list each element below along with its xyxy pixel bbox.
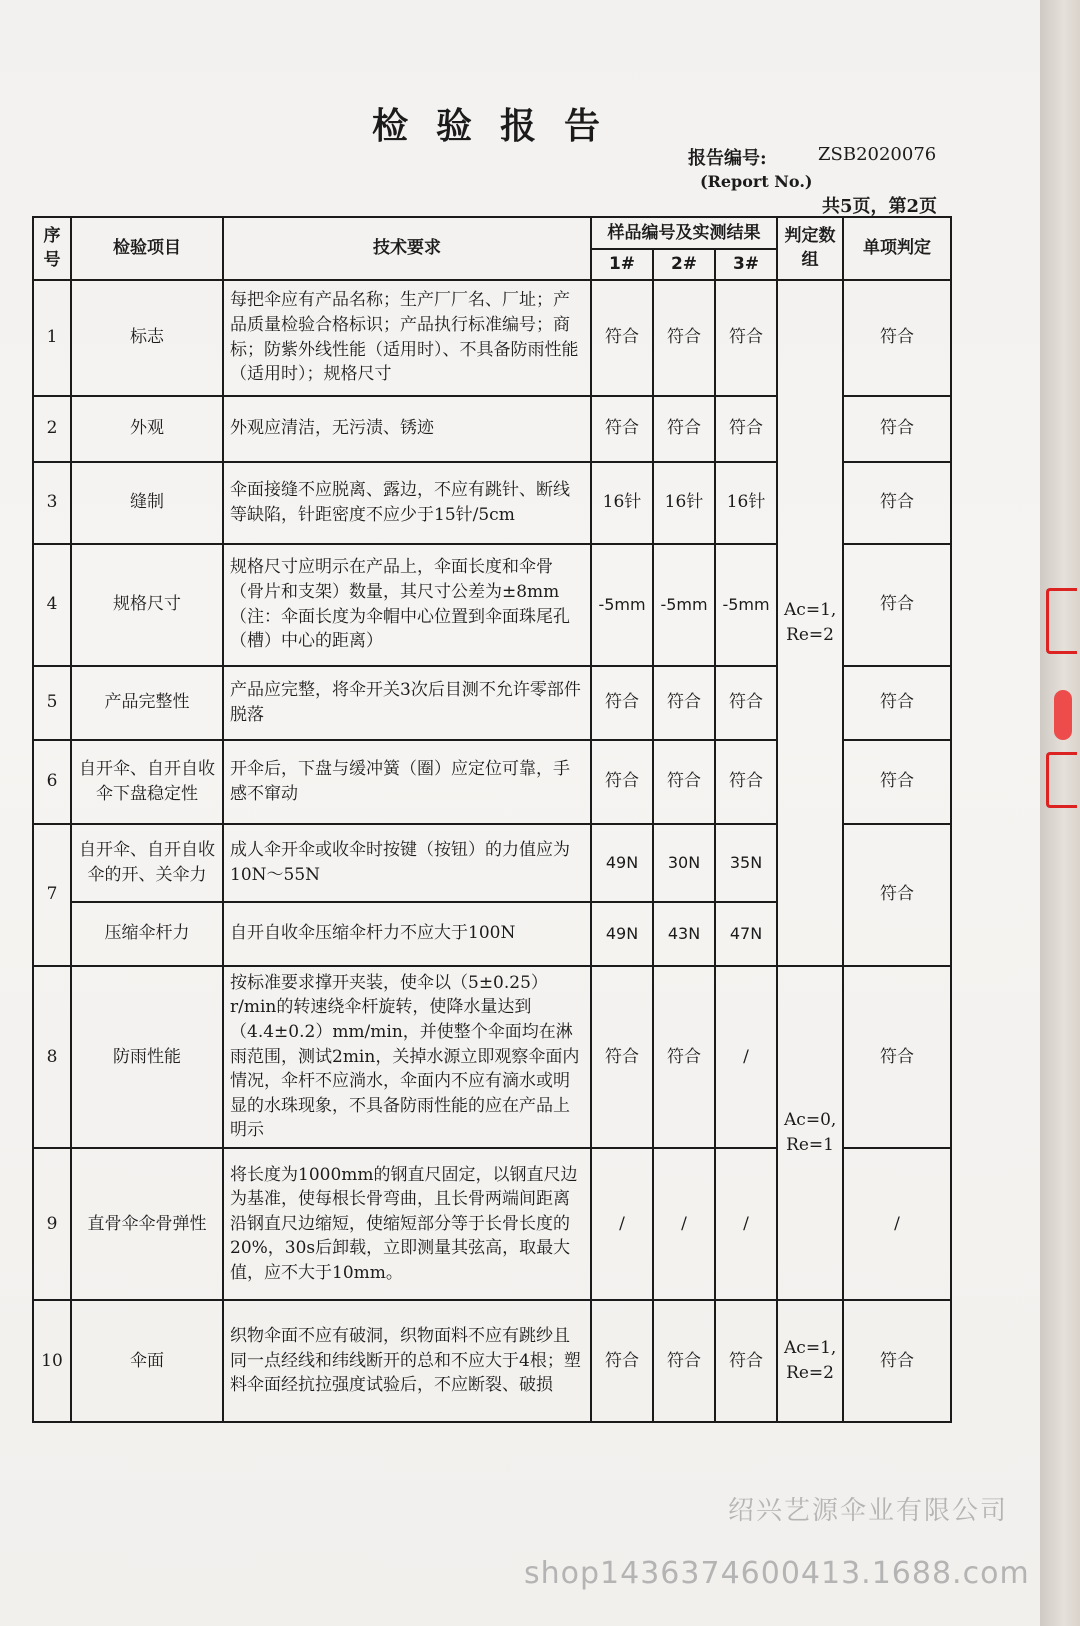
row-judgement: 符合 [843,462,951,544]
row-item: 自开伞、自开自收伞的开、关伞力 [71,824,223,902]
row-result-2: 符合 [653,396,715,462]
header-requirement: 技术要求 [223,217,591,280]
row-requirement: 规格尺寸应明示在产品上，伞面长度和伞骨（骨片和支架）数量，其尺寸公差为±8mm（注：伞面长度为伞帽中心位置到伞面珠尾孔（槽）中心的距离） [223,544,591,666]
row-judgement: 符合 [843,1300,951,1422]
row-result-1: -5mm [591,544,653,666]
table-row [33,1300,951,1422]
report-no-label: 报告编号: [688,148,767,169]
row-item: 规格尺寸 [71,544,223,666]
row-result-1: 符合 [591,966,653,1148]
row-result-1: 49N [591,902,653,966]
row-result-1: 49N [591,824,653,902]
row-result-2: -5mm [653,544,715,666]
row-result-2: 符合 [653,1300,715,1422]
row-requirement: 将长度为1000mm的钢直尺固定，以钢直尺边为基准，使每根长骨弯曲，且长骨两端间距离沿钢直尺边缩短，使缩短部分等于长骨长度的20%，30s后卸载，立即测量其弦高，取最大值，应不大于10mm。 [223,1148,591,1300]
report-no-en-label: (Report No.) [700,172,813,191]
row-number: 10 [33,1300,71,1422]
header-single-judge: 单项判定 [843,217,951,280]
row-number: 5 [33,666,71,740]
row-result-2: 符合 [653,666,715,740]
row-result-3: 符合 [715,1300,777,1422]
report-title: 检验报告 [372,105,629,147]
row-result-3: 47N [715,902,777,966]
row-judgement: / [843,1148,951,1300]
red-stamp-mark [1054,690,1072,740]
row-result-3: 符合 [715,666,777,740]
row-result-2: 符合 [653,740,715,824]
row-requirement: 织物伞面不应有破洞，织物面料不应有跳纱且同一点经线和纬线断开的总和不应大于4根；塑料伞面经抗拉强度试验后，不应断裂、破损 [223,1300,591,1422]
row-result-3: 符合 [715,396,777,462]
header-judge-group: 判定数组 [777,217,843,280]
row-result-3: / [715,1148,777,1300]
header-seq: 序号 [33,217,71,280]
row-result-1: 符合 [591,666,653,740]
watermark-company: 绍兴艺源伞业有限公司 [728,1496,1009,1526]
row-judgement: 符合 [843,966,951,1148]
row-requirement: 伞面接缝不应脱离、露边，不应有跳针、断线等缺陷，针距密度不应少于15针/5cm [223,462,591,544]
row-number: 3 [33,462,71,544]
header-item: 检验项目 [71,217,223,280]
row-result-1: 符合 [591,740,653,824]
row-result-3: 35N [715,824,777,902]
header-samples: 样品编号及实测结果 [591,217,777,249]
row-requirement: 成人伞开伞或收伞时按键（按钮）的力值应为10N～55N [223,824,591,902]
judge-group-1: Ac=1, Re=2 [777,280,843,966]
row-item: 直骨伞伞骨弹性 [71,1148,223,1300]
row-item: 防雨性能 [71,966,223,1148]
row-requirement: 按标准要求撑开夹装，使伞以（5±0.25）r/min的转速绕伞杆旋转，使降水量达到（4.4±0.2）mm/min，并使整个伞面均在淋雨范围，测试2min，关掉水源立即观察伞面内情况，伞杆不应淌水，伞面内不应有滴水或明显的水珠现象，不具备防雨性能的应在产品上明示 [223,966,591,1148]
table-row [33,966,951,1148]
row-judgement: 符合 [843,544,951,666]
row-number: 7 [33,824,71,966]
row-number: 2 [33,396,71,462]
row-item: 自开伞、自开自收伞下盘稳定性 [71,740,223,824]
row-requirement: 开伞后，下盘与缓冲簧（圈）应定位可靠，手感不窜动 [223,740,591,824]
header-sample-1: 1# [591,249,653,280]
table-row [33,280,951,396]
red-stamp-mark [1046,752,1077,808]
row-result-3: -5mm [715,544,777,666]
red-stamp-mark [1046,588,1077,654]
row-result-1: 符合 [591,1300,653,1422]
row-result-1: 符合 [591,396,653,462]
row-requirement: 自开自收伞压缩伞杆力不应大于100N [223,902,591,966]
watermark-shop: shop1436374600413.1688.com [524,1556,1030,1591]
row-result-1: 符合 [591,280,653,396]
row-judgement: 符合 [843,280,951,396]
row-number: 8 [33,966,71,1148]
header-sample-2: 2# [653,249,715,280]
judge-group-2: Ac=0, Re=1 [777,966,843,1300]
row-result-3: 16针 [715,462,777,544]
row-result-2: 43N [653,902,715,966]
header-sample-3: 3# [715,249,777,280]
row-result-2: 符合 [653,280,715,396]
row-requirement: 外观应清洁，无污渍、锈迹 [223,396,591,462]
row-item: 压缩伞杆力 [71,902,223,966]
row-number: 6 [33,740,71,824]
row-judgement: 符合 [843,666,951,740]
report-no-value: ZSB2020076 [818,144,937,165]
row-result-3: 符合 [715,740,777,824]
row-result-2: 符合 [653,966,715,1148]
row-item: 标志 [71,280,223,396]
row-judgement: 符合 [843,824,951,966]
row-result-2: 30N [653,824,715,902]
row-result-3: 符合 [715,280,777,396]
row-item: 伞面 [71,1300,223,1422]
header-row [33,217,951,249]
row-result-3: / [715,966,777,1148]
adjacent-page-edge [1040,0,1080,1626]
row-item: 外观 [71,396,223,462]
row-result-1: 16针 [591,462,653,544]
row-result-1: / [591,1148,653,1300]
row-item: 缝制 [71,462,223,544]
inspection-table [32,216,952,1423]
row-judgement: 符合 [843,396,951,462]
row-result-2: 16针 [653,462,715,544]
page-indicator: 共5页，第2页 [822,196,938,217]
row-number: 1 [33,280,71,396]
row-requirement: 产品应完整，将伞开关3次后目测不允许零部件脱落 [223,666,591,740]
row-requirement: 每把伞应有产品名称；生产厂厂名、厂址；产品质量检验合格标识；产品执行标准编号；商标；防紫外线性能（适用时）、不具备防雨性能（适用时）；规格尺寸 [223,280,591,396]
row-item: 产品完整性 [71,666,223,740]
row-result-2: / [653,1148,715,1300]
row-judgement: 符合 [843,740,951,824]
row-number: 9 [33,1148,71,1300]
judge-group-3: Ac=1, Re=2 [777,1300,843,1422]
row-number: 4 [33,544,71,666]
